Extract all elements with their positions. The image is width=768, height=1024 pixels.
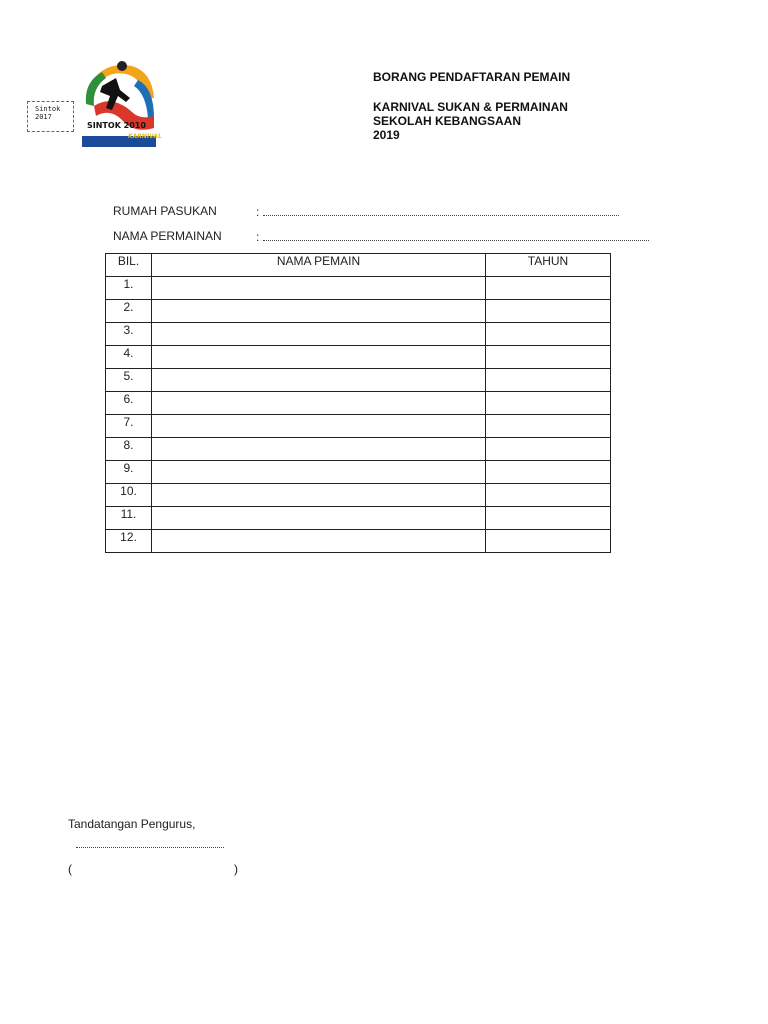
player-name-cell[interactable]: [152, 392, 486, 415]
signature-label: Tandatangan Pengurus,: [68, 817, 196, 831]
header-bil: BIL.: [106, 254, 152, 277]
logo-text: SINTOK 2010: [87, 121, 146, 130]
player-name-cell[interactable]: [152, 507, 486, 530]
year-cell[interactable]: [486, 415, 611, 438]
year-cell[interactable]: [486, 461, 611, 484]
player-name-cell[interactable]: [152, 323, 486, 346]
table-row: [106, 484, 611, 507]
row-number: 10.: [106, 484, 152, 507]
sintok-logo: [82, 58, 162, 147]
player-name-cell[interactable]: [152, 484, 486, 507]
game-label: NAMA PERMAINAN: [113, 229, 222, 243]
team-separator: [256, 204, 619, 219]
row-number: 11.: [106, 507, 152, 530]
player-name-cell[interactable]: [152, 277, 486, 300]
stamp-line-1: Sintok: [35, 105, 61, 113]
game-separator: [256, 229, 649, 244]
table-row: [106, 415, 611, 438]
player-name-cell[interactable]: [152, 346, 486, 369]
row-number: 5.: [106, 369, 152, 392]
player-name-cell[interactable]: [152, 369, 486, 392]
row-number: 2.: [106, 300, 152, 323]
team-label: RUMAH PASUKAN: [113, 204, 217, 218]
row-number: 3.: [106, 323, 152, 346]
game-colon: :: [256, 230, 260, 244]
logo-side-text: KARNIVAL: [128, 133, 162, 140]
team-colon: :: [256, 205, 260, 219]
table-row: [106, 323, 611, 346]
row-number: 9.: [106, 461, 152, 484]
player-name-cell[interactable]: [152, 461, 486, 484]
year-cell[interactable]: [486, 346, 611, 369]
year-cell[interactable]: [486, 530, 611, 553]
table-row: [106, 507, 611, 530]
row-number: 7.: [106, 415, 152, 438]
year-cell[interactable]: [486, 323, 611, 346]
row-number: 6.: [106, 392, 152, 415]
players-table: [105, 253, 611, 553]
team-fill-line[interactable]: [263, 204, 619, 216]
header-nama-pemain: NAMA PEMAIN: [152, 254, 486, 277]
player-name-cell[interactable]: [152, 438, 486, 461]
game-fill-line[interactable]: [263, 229, 649, 241]
row-number: 8.: [106, 438, 152, 461]
table-row: [106, 300, 611, 323]
signature-line[interactable]: [76, 847, 224, 848]
year-cell[interactable]: [486, 392, 611, 415]
sintok-stamp: [27, 101, 74, 132]
table-row: [106, 392, 611, 415]
table-row: [106, 438, 611, 461]
name-open-paren: (: [68, 862, 72, 876]
event-title: KARNIVAL SUKAN & PERMAINAN: [373, 100, 568, 114]
row-number: 4.: [106, 346, 152, 369]
player-name-cell[interactable]: [152, 300, 486, 323]
stamp-line-2: 2017: [35, 113, 52, 121]
year-cell[interactable]: [486, 369, 611, 392]
year-cell[interactable]: [486, 300, 611, 323]
row-number: 1.: [106, 277, 152, 300]
header-tahun: TAHUN: [486, 254, 611, 277]
table-row: [106, 461, 611, 484]
school-title: SEKOLAH KEBANGSAAN: [373, 114, 522, 128]
year-cell[interactable]: [486, 438, 611, 461]
name-close-paren: ): [234, 862, 238, 876]
form-title: BORANG PENDAFTARAN PEMAIN: [373, 70, 571, 84]
table-row: [106, 530, 611, 553]
year-title: 2019: [373, 128, 400, 142]
year-cell[interactable]: [486, 277, 611, 300]
form-header: [373, 70, 570, 142]
player-name-cell[interactable]: [152, 415, 486, 438]
year-cell[interactable]: [486, 507, 611, 530]
table-row: [106, 277, 611, 300]
table-row: [106, 346, 611, 369]
row-number: 12.: [106, 530, 152, 553]
year-cell[interactable]: [486, 484, 611, 507]
table-row: [106, 369, 611, 392]
table-header-row: [106, 254, 611, 277]
player-name-cell[interactable]: [152, 530, 486, 553]
